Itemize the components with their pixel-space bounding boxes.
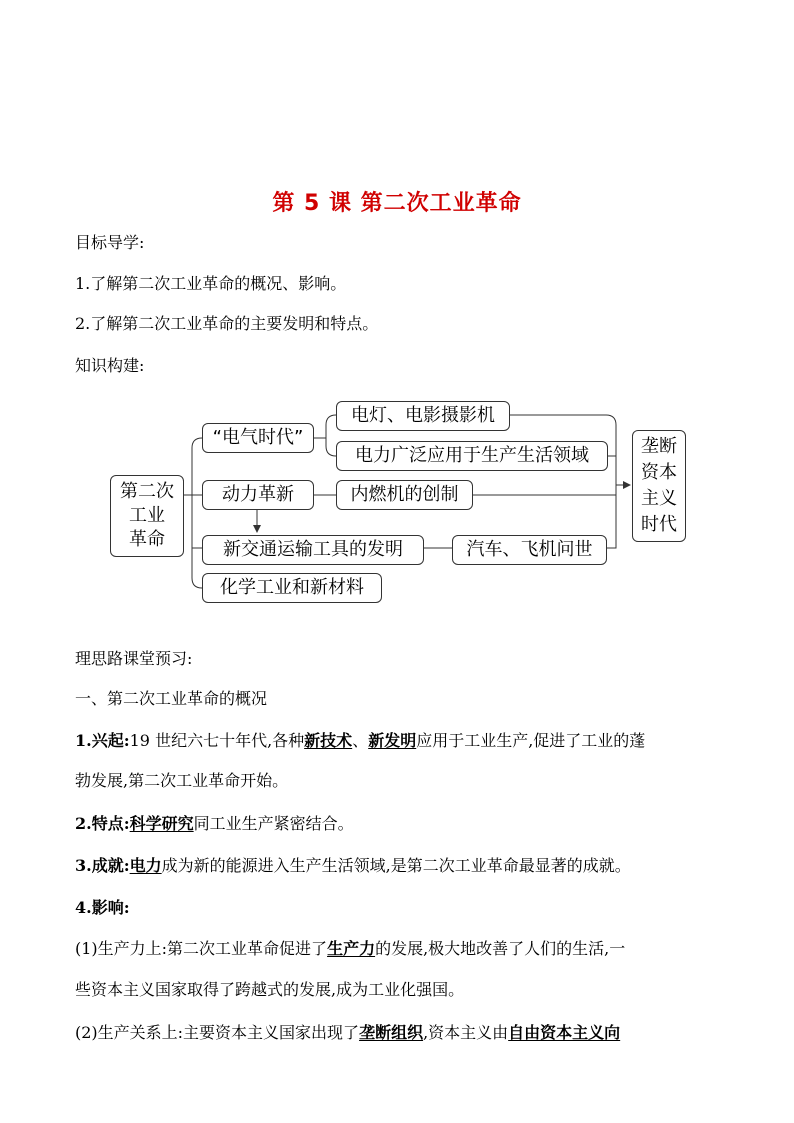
section-heading-1: 一、第二次工业革命的概况 — [75, 689, 268, 708]
goal-item-2: 2.了解第二次工业革命的主要发明和特点。 — [75, 314, 379, 333]
result-line-1: 垄断 — [641, 436, 677, 457]
label-impact: 4.影响: — [75, 898, 130, 917]
keyword-productivity: 生产力 — [327, 939, 376, 958]
text: 应用于工业生产,促进了工业的蓬 — [416, 731, 646, 750]
keyword-monopoly-org: 垄断组织 — [359, 1023, 424, 1042]
keyword-electricity: 电力 — [129, 856, 162, 875]
text: 同工业生产紧密结合。 — [193, 814, 354, 833]
paragraph-rise — [75, 730, 645, 752]
label-achievement: 3.成就: — [75, 856, 130, 875]
keyword-science-research: 科学研究 — [129, 814, 194, 833]
root-line-1: 第二次 — [120, 481, 174, 502]
text: (1)生产力上:第二次工业革命促进了 — [75, 939, 328, 958]
keyword-new-tech: 新技术 — [304, 731, 353, 750]
root-line-2: 工业 — [129, 505, 165, 526]
paragraph-relations — [75, 1022, 620, 1044]
keyword-free-capitalism: 自由资本主义向 — [508, 1023, 621, 1042]
label-feature: 2.特点: — [75, 814, 130, 833]
preview-heading: 理思路课堂预习: — [75, 649, 193, 668]
result-line-2: 资本 — [641, 462, 677, 483]
paragraph-rise-cont: 勃发展,第二次工业革命开始。 — [75, 771, 289, 790]
paragraph-feature — [75, 813, 354, 835]
diagram-root — [110, 475, 184, 557]
leaf-combustion-engine: 内燃机的创制 — [336, 480, 473, 510]
paragraph-productivity-cont: 些资本主义国家取得了跨越式的发展,成为工业化强国。 — [75, 980, 465, 999]
leaf-electric-application: 电力广泛应用于生产生活领域 — [336, 441, 608, 471]
text: 、 — [352, 731, 369, 750]
result-monopoly-era — [632, 430, 686, 542]
text: 的发展,极大地改善了人们的生活,一 — [375, 939, 626, 958]
goal-item-1: 1.了解第二次工业革命的概况、影响。 — [75, 274, 347, 293]
paragraph-productivity — [75, 938, 625, 960]
leaf-car-airplane: 汽车、飞机问世 — [452, 535, 607, 565]
branch-power-innovation: 动力革新 — [202, 480, 314, 510]
page-title: 第 5 课 第二次工业革命 — [272, 191, 522, 216]
label-rise: 1.兴起: — [75, 731, 130, 750]
knowledge-heading: 知识构建: — [75, 356, 145, 375]
result-line-3: 主义 — [641, 488, 677, 509]
branch-transport-invention: 新交通运输工具的发明 — [202, 535, 424, 565]
keyword-new-invention: 新发明 — [368, 731, 417, 750]
text: 成为新的能源进入生产生活领域,是第二次工业革命最显著的成就。 — [161, 856, 631, 875]
paragraph-achievement — [75, 855, 631, 877]
result-line-4: 时代 — [641, 514, 677, 535]
goals-heading: 目标导学: — [75, 233, 145, 252]
text: (2)生产关系上:主要资本主义国家出现了 — [75, 1023, 360, 1042]
branch-chemical-industry: 化学工业和新材料 — [202, 573, 382, 603]
text: ,资本主义由 — [423, 1023, 509, 1042]
leaf-light-camera: 电灯、电影摄影机 — [336, 401, 510, 431]
root-line-3: 革命 — [129, 529, 165, 550]
text: 19 世纪六七十年代,各种 — [129, 731, 305, 750]
knowledge-diagram — [0, 395, 794, 615]
branch-electric-age: “电气时代” — [202, 423, 314, 453]
